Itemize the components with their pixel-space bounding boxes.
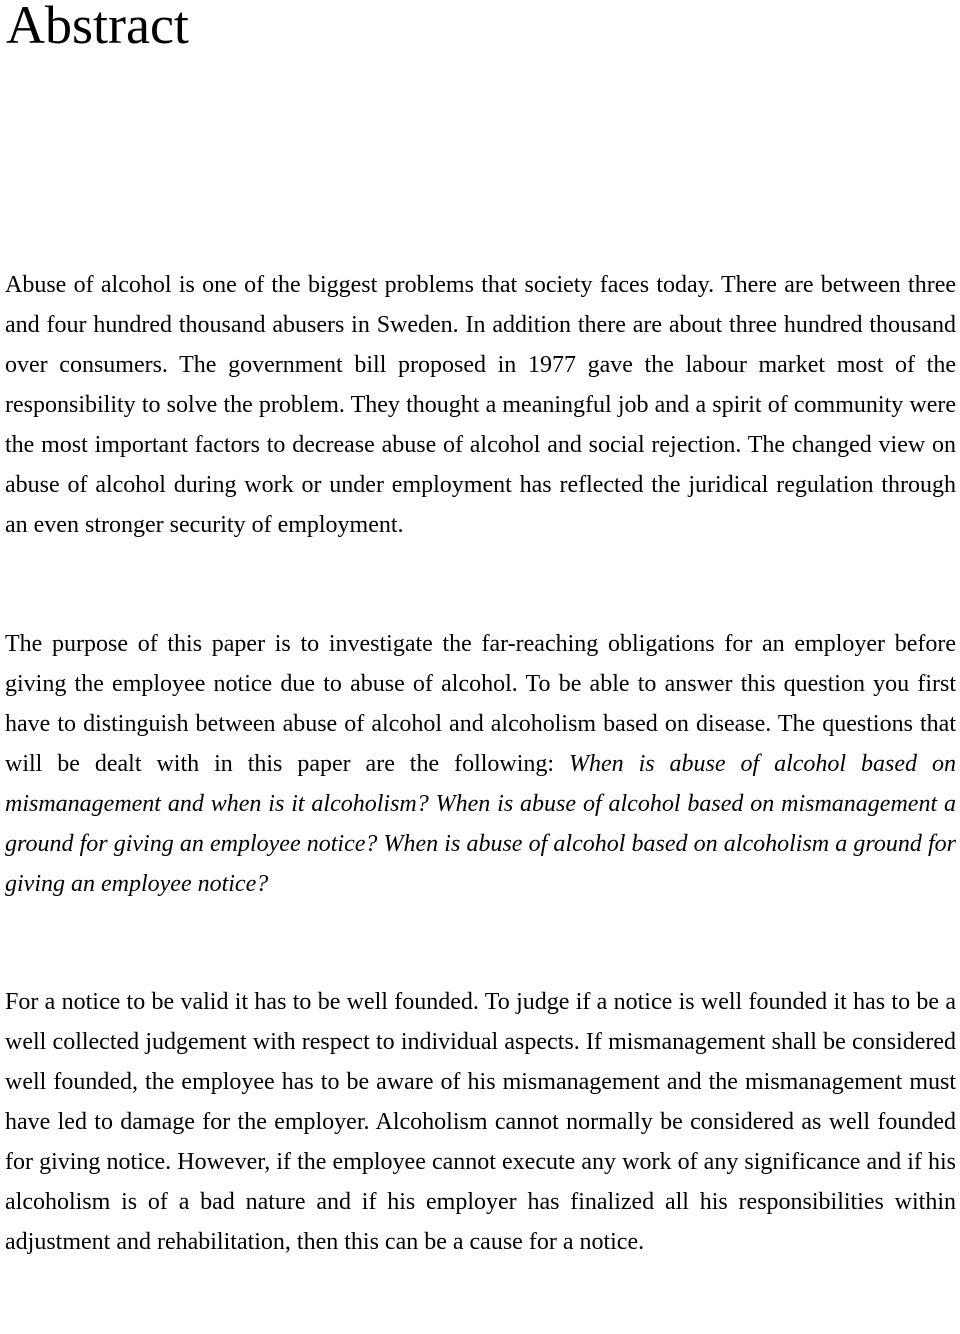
abstract-paragraph-2 bbox=[5, 624, 956, 904]
paragraph-2-intro: The purpose of this paper is to investigate the far-reaching obligations for an employer before giving the employee notice due to abuse of alcohol. To be able to answer this question you first have to distinguish between abuse of alcohol and alcoholism based on disease. The questions that will be dealt with in this paper are the following: bbox=[5, 631, 956, 777]
abstract-paragraph-1: Abuse of alcohol is one of the biggest problems that society faces today. There are between three and four hundred thousand abusers in Sweden. In addition there are about three hundred thousand over consumers. The government bill proposed in 1977 gave the labour market most of the responsibility to solve the problem. They thought a meaningful job and a spirit of community were the most important factors to decrease abuse of alcohol and social rejection. The changed view on abuse of alcohol during work or under employment has reflected the juridical regulation through an even stronger security of employment. bbox=[5, 272, 956, 538]
abstract-paragraph-3: For a notice to be valid it has to be well founded. To judge if a notice is well founded it has to be a well collected judgement with respect to individual aspects. If mismanagement shall be considered well founded, the employee has to be aware of his mismanagement and the mismanagement must have led to damage for the employer. Alcoholism cannot normally be considered as well founded for giving notice. However, if the employee cannot execute any work of any significance and if his alcoholism is of a bad nature and if his employer has finalized all his responsibilities within adjustment and rehabilitation, then this can be a cause for a notice. bbox=[5, 989, 956, 1255]
research-questions: When is abuse of alcohol based on mismanagement and when is it alcoholism? When is abuse of alcohol based on mismanagement a ground for giving an employee notice? When is abuse of alcohol based on alcoholism a ground for giving an employee notice? bbox=[5, 751, 956, 897]
page-title: Abstract bbox=[6, 0, 189, 55]
